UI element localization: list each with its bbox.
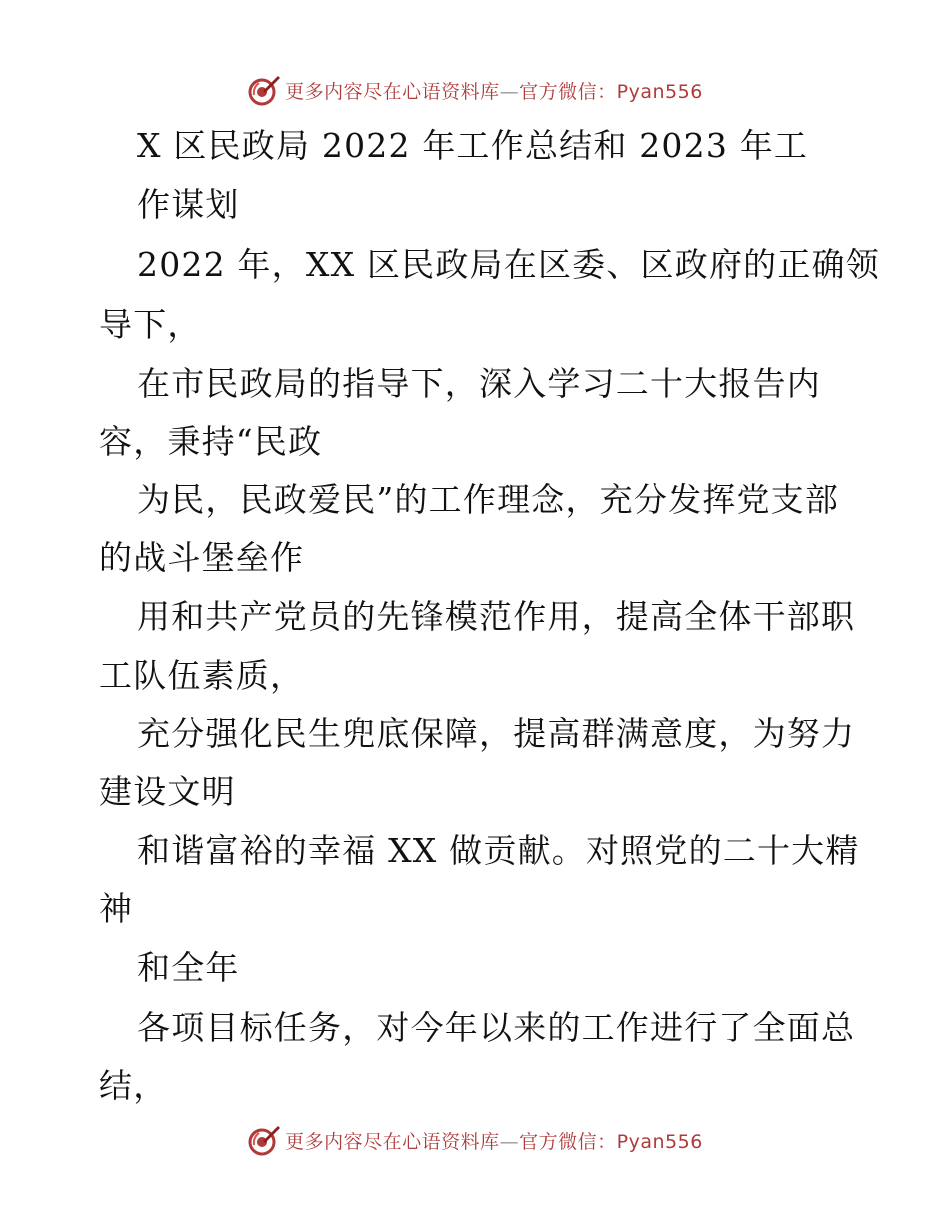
paragraph-line: 为民，民政爱民”的工作理念，充分发挥党支部 [137,480,840,519]
banner-dash: — [499,1130,520,1153]
document-title-line-1: X 区民政局 2022 年工作总结和 2023 年工 [137,126,809,165]
paragraph-line: 结， [99,1066,168,1105]
paragraph-line: 用和共产党员的先锋模范作用，提高全体干部职 [137,597,856,636]
banner-slogan-text: 更多内容尽在心语资料库 [285,80,500,103]
paragraph-line: 导下， [99,305,202,344]
paragraph-line: 在市民政局的指导下，深入学习二十大报告内 [137,364,821,403]
banner-slogan [285,1127,703,1154]
banner-slogan-text: 更多内容尽在心语资料库 [285,1130,500,1153]
paragraph-line: 的战斗堡垒作 [99,538,305,577]
paragraph-line: 容，秉持“民政 [99,422,323,461]
document-title-line-2: 作谋划 [137,185,240,224]
paragraph-line: 建设文明 [99,772,236,811]
paragraph-line: 神 [99,889,134,928]
banner-dash: — [499,80,520,103]
banner-wechat: 官方微信：Pyan556 [519,1130,703,1153]
paragraph-line: 2022 年，XX 区民政局在区委、区政府的正确领 [137,245,880,284]
paragraph-line: 和全年 [137,948,240,987]
paragraph-line: 和谐富裕的幸福 XX 做贡献。对照党的二十大精 [137,831,860,870]
footer-banner [0,1120,950,1160]
paragraph-line: 工队伍素质， [99,656,305,695]
pen-logo-icon [247,1123,281,1157]
banner-wechat: 官方微信：Pyan556 [519,80,703,103]
paragraph-line: 各项目标任务，对今年以来的工作进行了全面总 [137,1008,856,1047]
paragraph-line: 充分强化民生兜底保障，提高群满意度，为努力 [137,714,856,753]
